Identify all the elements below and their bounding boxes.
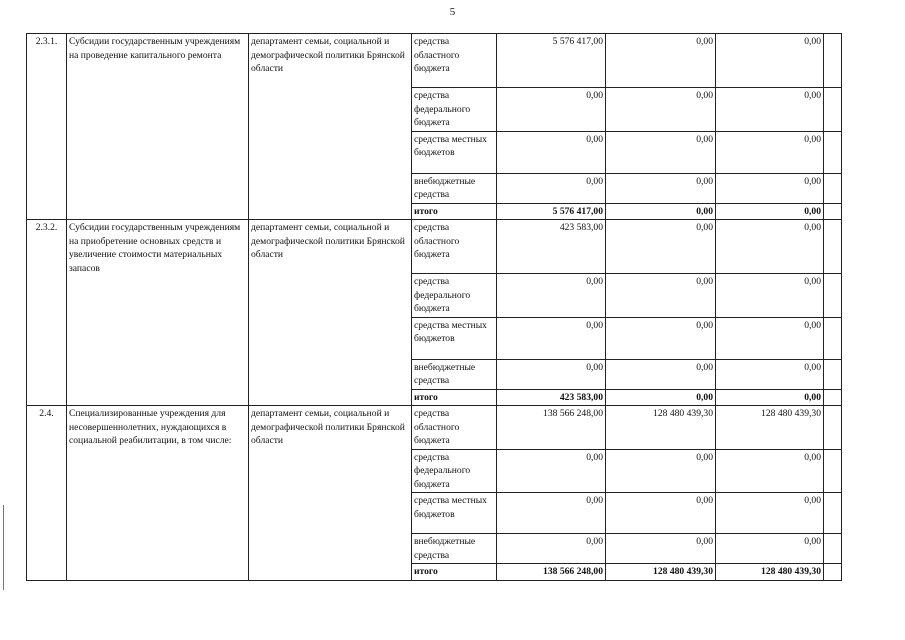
item-code: 2.3.1. — [27, 34, 67, 220]
total-value-1: 138 566 248,00 — [497, 564, 606, 581]
value-3: 0,00 — [716, 449, 824, 493]
value-3: 0,00 — [716, 220, 824, 274]
total-value-3: 0,00 — [716, 203, 824, 220]
value-1: 0,00 — [497, 131, 606, 173]
source-label: средства областного бюджета — [412, 34, 497, 88]
item-executor: департамент семьи, социальной и демографической политики Брянской области — [249, 220, 412, 406]
source-label: средства федерального бюджета — [412, 449, 497, 493]
value-2: 0,00 — [606, 359, 716, 389]
value-1: 0,00 — [497, 274, 606, 318]
source-label-total: итого — [412, 564, 497, 581]
value-2: 0,00 — [606, 220, 716, 274]
item-executor: департамент семьи, социальной и демографической политики Брянской области — [249, 406, 412, 581]
source-label: внебюджетные средства — [412, 534, 497, 564]
item-name: Субсидии государственным учреждениям на приобретение основных средств и увеличение стоимости материальных запасов — [67, 220, 249, 406]
value-2: 0,00 — [606, 173, 716, 203]
value-3: 0,00 — [716, 493, 824, 534]
source-label: внебюджетные средства — [412, 359, 497, 389]
source-label: средства местных бюджетов — [412, 493, 497, 534]
item-name: Субсидии государственным учреждениям на проведение капитального ремонта — [67, 34, 249, 220]
value-2: 0,00 — [606, 88, 716, 132]
value-3: 0,00 — [716, 274, 824, 318]
total-value-2: 0,00 — [606, 203, 716, 220]
value-2: 0,00 — [606, 493, 716, 534]
total-value-2: 128 480 439,30 — [606, 564, 716, 581]
source-label: средства областного бюджета — [412, 220, 497, 274]
value-1: 0,00 — [497, 88, 606, 132]
value-1: 0,00 — [497, 359, 606, 389]
value-3: 128 480 439,30 — [716, 406, 824, 450]
budget-table — [26, 33, 842, 581]
value-2: 0,00 — [606, 34, 716, 88]
source-label-total: итого — [412, 203, 497, 220]
empty-cell — [824, 406, 842, 450]
item-code: 2.3.2. — [27, 220, 67, 406]
value-3: 0,00 — [716, 173, 824, 203]
table-row — [27, 406, 842, 450]
item-executor: департамент семьи, социальной и демографической политики Брянской области — [249, 34, 412, 220]
value-2: 0,00 — [606, 534, 716, 564]
value-1: 423 583,00 — [497, 220, 606, 274]
scan-edge-line — [3, 505, 4, 590]
value-1: 0,00 — [497, 534, 606, 564]
value-3: 0,00 — [716, 34, 824, 88]
value-3: 0,00 — [716, 88, 824, 132]
empty-cell — [824, 173, 842, 203]
value-2: 128 480 439,30 — [606, 406, 716, 450]
item-code: 2.4. — [27, 406, 67, 581]
source-label: средства федерального бюджета — [412, 274, 497, 318]
value-3: 0,00 — [716, 317, 824, 359]
empty-cell — [824, 317, 842, 359]
total-value-1: 423 583,00 — [497, 389, 606, 406]
value-2: 0,00 — [606, 317, 716, 359]
source-label: средства федерального бюджета — [412, 88, 497, 132]
empty-cell — [824, 131, 842, 173]
total-value-1: 5 576 417,00 — [497, 203, 606, 220]
empty-cell — [824, 389, 842, 406]
table-row — [27, 34, 842, 88]
total-value-3: 0,00 — [716, 389, 824, 406]
value-2: 0,00 — [606, 131, 716, 173]
table-row — [27, 220, 842, 274]
empty-cell — [824, 359, 842, 389]
source-label: средства областного бюджета — [412, 406, 497, 450]
value-1: 0,00 — [497, 173, 606, 203]
source-label-total: итого — [412, 389, 497, 406]
empty-cell — [824, 493, 842, 534]
page-number: 5 — [449, 6, 456, 18]
empty-cell — [824, 34, 842, 88]
empty-cell — [824, 274, 842, 318]
value-3: 0,00 — [716, 359, 824, 389]
value-1: 0,00 — [497, 317, 606, 359]
empty-cell — [824, 220, 842, 274]
empty-cell — [824, 564, 842, 581]
total-value-3: 128 480 439,30 — [716, 564, 824, 581]
value-2: 0,00 — [606, 449, 716, 493]
empty-cell — [824, 449, 842, 493]
value-1: 0,00 — [497, 449, 606, 493]
source-label: внебюджетные средства — [412, 173, 497, 203]
value-1: 0,00 — [497, 493, 606, 534]
value-1: 138 566 248,00 — [497, 406, 606, 450]
value-2: 0,00 — [606, 274, 716, 318]
empty-cell — [824, 203, 842, 220]
source-label: средства местных бюджетов — [412, 317, 497, 359]
item-name: Специализированные учреждения для несовершеннолетних, нуждающихся в социальной реабилитации, в том числе: — [67, 406, 249, 581]
source-label: средства местных бюджетов — [412, 131, 497, 173]
empty-cell — [824, 88, 842, 132]
value-3: 0,00 — [716, 534, 824, 564]
total-value-2: 0,00 — [606, 389, 716, 406]
value-1: 5 576 417,00 — [497, 34, 606, 88]
value-3: 0,00 — [716, 131, 824, 173]
empty-cell — [824, 534, 842, 564]
